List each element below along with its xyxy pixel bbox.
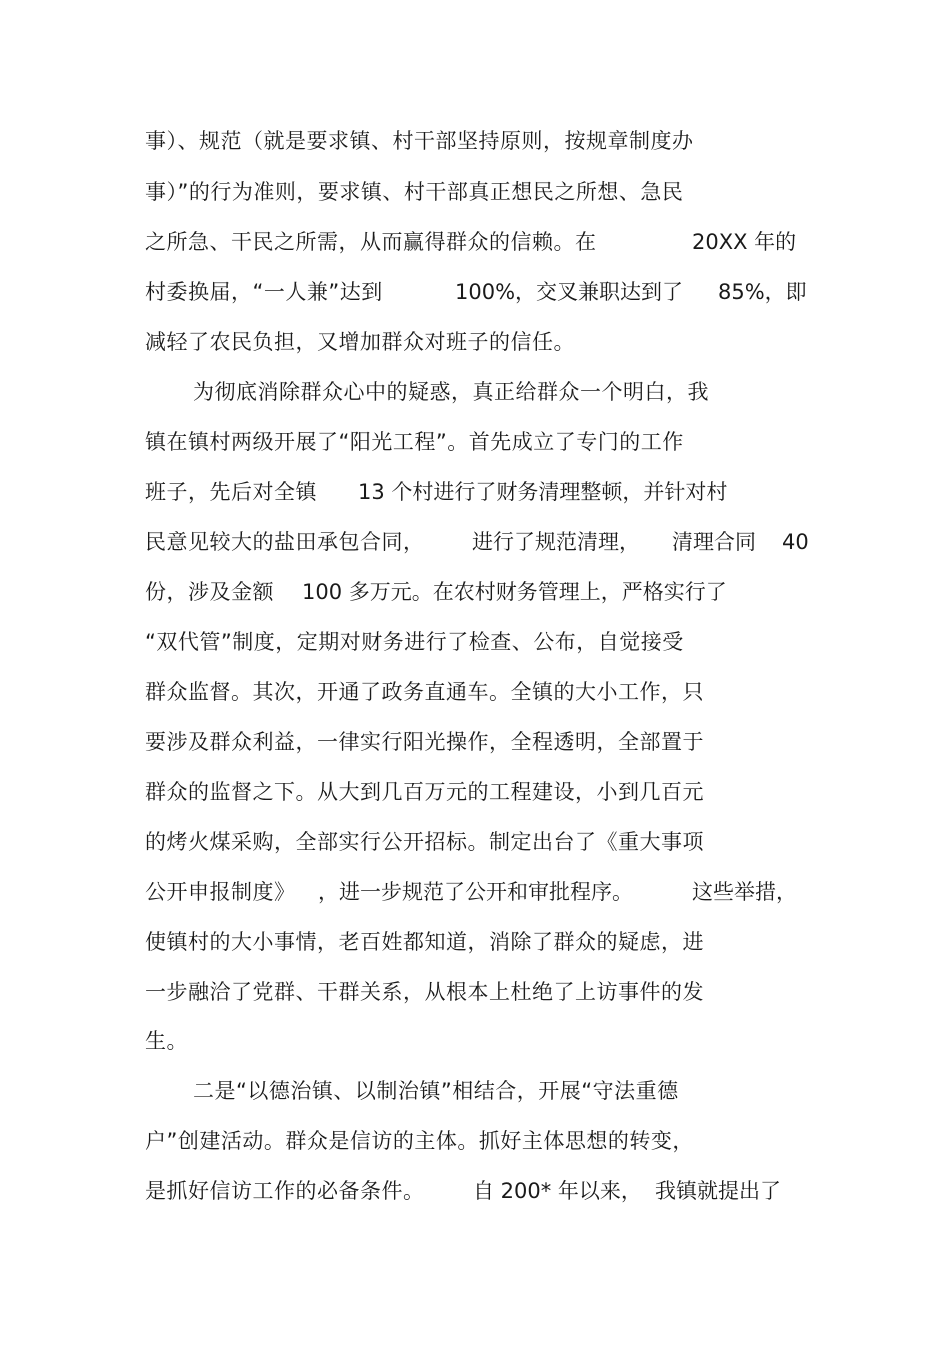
text-fragment: 这些举措， xyxy=(692,880,797,904)
text-line: 减轻了农民负担，又增加群众对班子的信任。 xyxy=(145,330,575,354)
text-line: 村委换届，“一人兼”达到 xyxy=(145,280,383,304)
text-fragment: 100 多万元。在农村财务管理上，严格实行了 xyxy=(302,580,727,604)
text-fragment: 85%，即 xyxy=(718,280,807,304)
text-line: 公开申报制度》 xyxy=(145,880,296,904)
text-line: 民意见较大的盐田承包合同， xyxy=(145,530,425,554)
text-line: 份，涉及金额 xyxy=(145,580,274,604)
text-line: 户”创建活动。群众是信访的主体。抓好主体思想的转变， xyxy=(145,1129,694,1153)
text-fragment: 进行了规范清理， xyxy=(472,530,640,554)
text-fragment: 20XX 年的 xyxy=(692,230,797,254)
text-fragment: 自 200* 年以来， xyxy=(473,1179,642,1203)
text-line: 要涉及群众利益，一律实行阳光操作，全程透明，全部置于 xyxy=(145,730,704,754)
text-fragment: 清理合同 xyxy=(672,530,756,554)
text-line: 为彻底消除群众心中的疑惑，真正给群众一个明白，我 xyxy=(193,380,709,404)
text-fragment: 40 xyxy=(782,530,809,554)
text-line: 是抓好信访工作的必备条件。 xyxy=(145,1179,425,1203)
text-line: 群众的监督之下。从大到几百万元的工程建设，小到几百元 xyxy=(145,780,704,804)
text-line: 使镇村的大小事情，老百姓都知道，消除了群众的疑虑，进 xyxy=(145,930,704,954)
text-line: 镇在镇村两级开展了“阳光工程”。首先成立了专门的工作 xyxy=(145,430,684,454)
text-fragment: 100%，交叉兼职达到了 xyxy=(455,280,684,304)
text-line: 事）、规范（就是要求镇、村干部坚持原则，按规章制度办 xyxy=(145,129,694,153)
text-line: 的烤火煤采购，全部实行公开招标。制定出台了《重大事项 xyxy=(145,830,704,854)
text-line: 二是“以德治镇、以制治镇”相结合，开展“守法重德 xyxy=(193,1079,679,1103)
text-fragment: 13 个村进行了财务清理整顿，并针对村 xyxy=(358,480,728,504)
text-fragment: ，进一步规范了公开和审批程序。 xyxy=(318,880,633,904)
text-line: “双代管”制度，定期对财务进行了检查、公布，自觉接受 xyxy=(145,630,684,654)
text-fragment: 我镇就提出了 xyxy=(655,1179,781,1203)
text-line: 事）”的行为准则，要求镇、村干部真正想民之所想、急民 xyxy=(145,180,684,204)
text-line: 班子，先后对全镇 xyxy=(145,480,317,504)
text-line: 生。 xyxy=(145,1029,188,1053)
text-line: 一步融洽了党群、干群关系，从根本上杜绝了上访事件的发 xyxy=(145,980,704,1004)
text-line: 之所急、干民之所需，从而赢得群众的信赖。在 xyxy=(145,230,597,254)
text-line: 群众监督。其次，开通了政务直通车。全镇的大小工作，只 xyxy=(145,680,704,704)
